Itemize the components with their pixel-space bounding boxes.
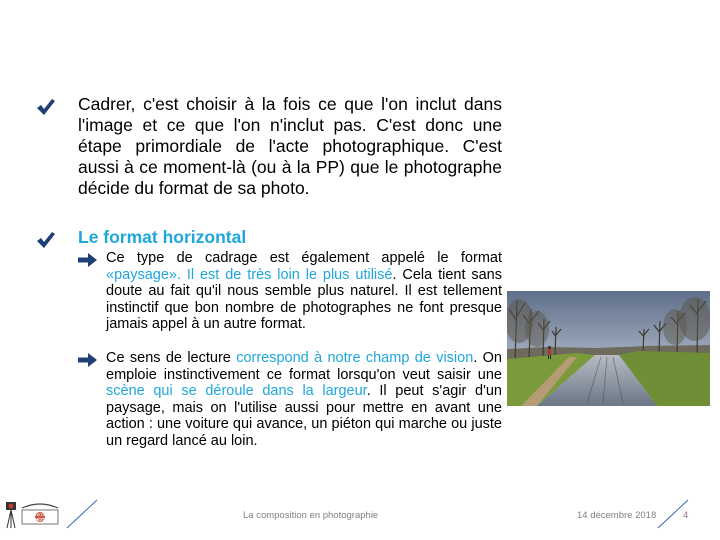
- section-heading: Le format horizontal: [78, 227, 247, 247]
- sub-bullet-2: [78, 350, 504, 470]
- highlight-text: scène qui se déroule dans la largeur: [106, 383, 367, 400]
- landscape-image: [507, 291, 710, 406]
- text-run: Ce sens de lecture: [106, 350, 237, 366]
- text-run: . Cela tient sans doute au fait qu'il nous semble plus naturel. Il est tellement instinctif que bon nombre de photographes ne font presque jamais appel à un autre format.: [106, 266, 502, 333]
- arrow-right-icon: [78, 353, 97, 367]
- text-run: Ce type de cadrage est également appelé le format: [106, 250, 502, 266]
- bullet-1: [36, 94, 506, 220]
- footer-date: 14 décembre 2018: [577, 510, 657, 521]
- bullet-1-text: Cadrer, c'est choisir à la fois ce que l'on inclut dans l'image et ce que l'on n'inclut pas. C'est donc une étape primordiale de l'acte photographique. C'est aussi à ce moment-là (ou à la PP) que le photographe décide du format de sa photo.: [78, 94, 502, 198]
- sub-bullet-1-text: [106, 250, 502, 333]
- page-number: 4: [683, 510, 689, 521]
- canal-landscape-photo: [507, 291, 710, 406]
- svg-text:Cercle: Cercle: [33, 512, 47, 517]
- arrow-right-icon: [78, 253, 97, 267]
- bullet-2: [36, 227, 506, 249]
- highlight-text: correspond à notre champ de vision: [236, 350, 474, 366]
- svg-text:PHOTO: PHOTO: [32, 517, 48, 522]
- text-run: . Il peut s'agir d'un paysage, mais on l'utilise aussi pour mettre en avant une action : une voiture qui avance, un piéton qui marche ou juste un regard lancé au loin.: [106, 383, 502, 449]
- text-run: . On emploie instinctivement ce format lorsqu'on veut saisir une: [106, 350, 502, 383]
- checkmark-icon: [36, 231, 56, 249]
- sub-bullet-1: [78, 250, 504, 350]
- sub-bullet-2-text: [106, 350, 502, 450]
- footer-title: La composition en photographie: [243, 510, 379, 521]
- divider-slash: [66, 499, 98, 529]
- highlight-text: «paysage». Il est de très loin le plus utilisé: [106, 266, 393, 283]
- checkmark-icon: [36, 98, 56, 116]
- club-logo: [4, 500, 62, 530]
